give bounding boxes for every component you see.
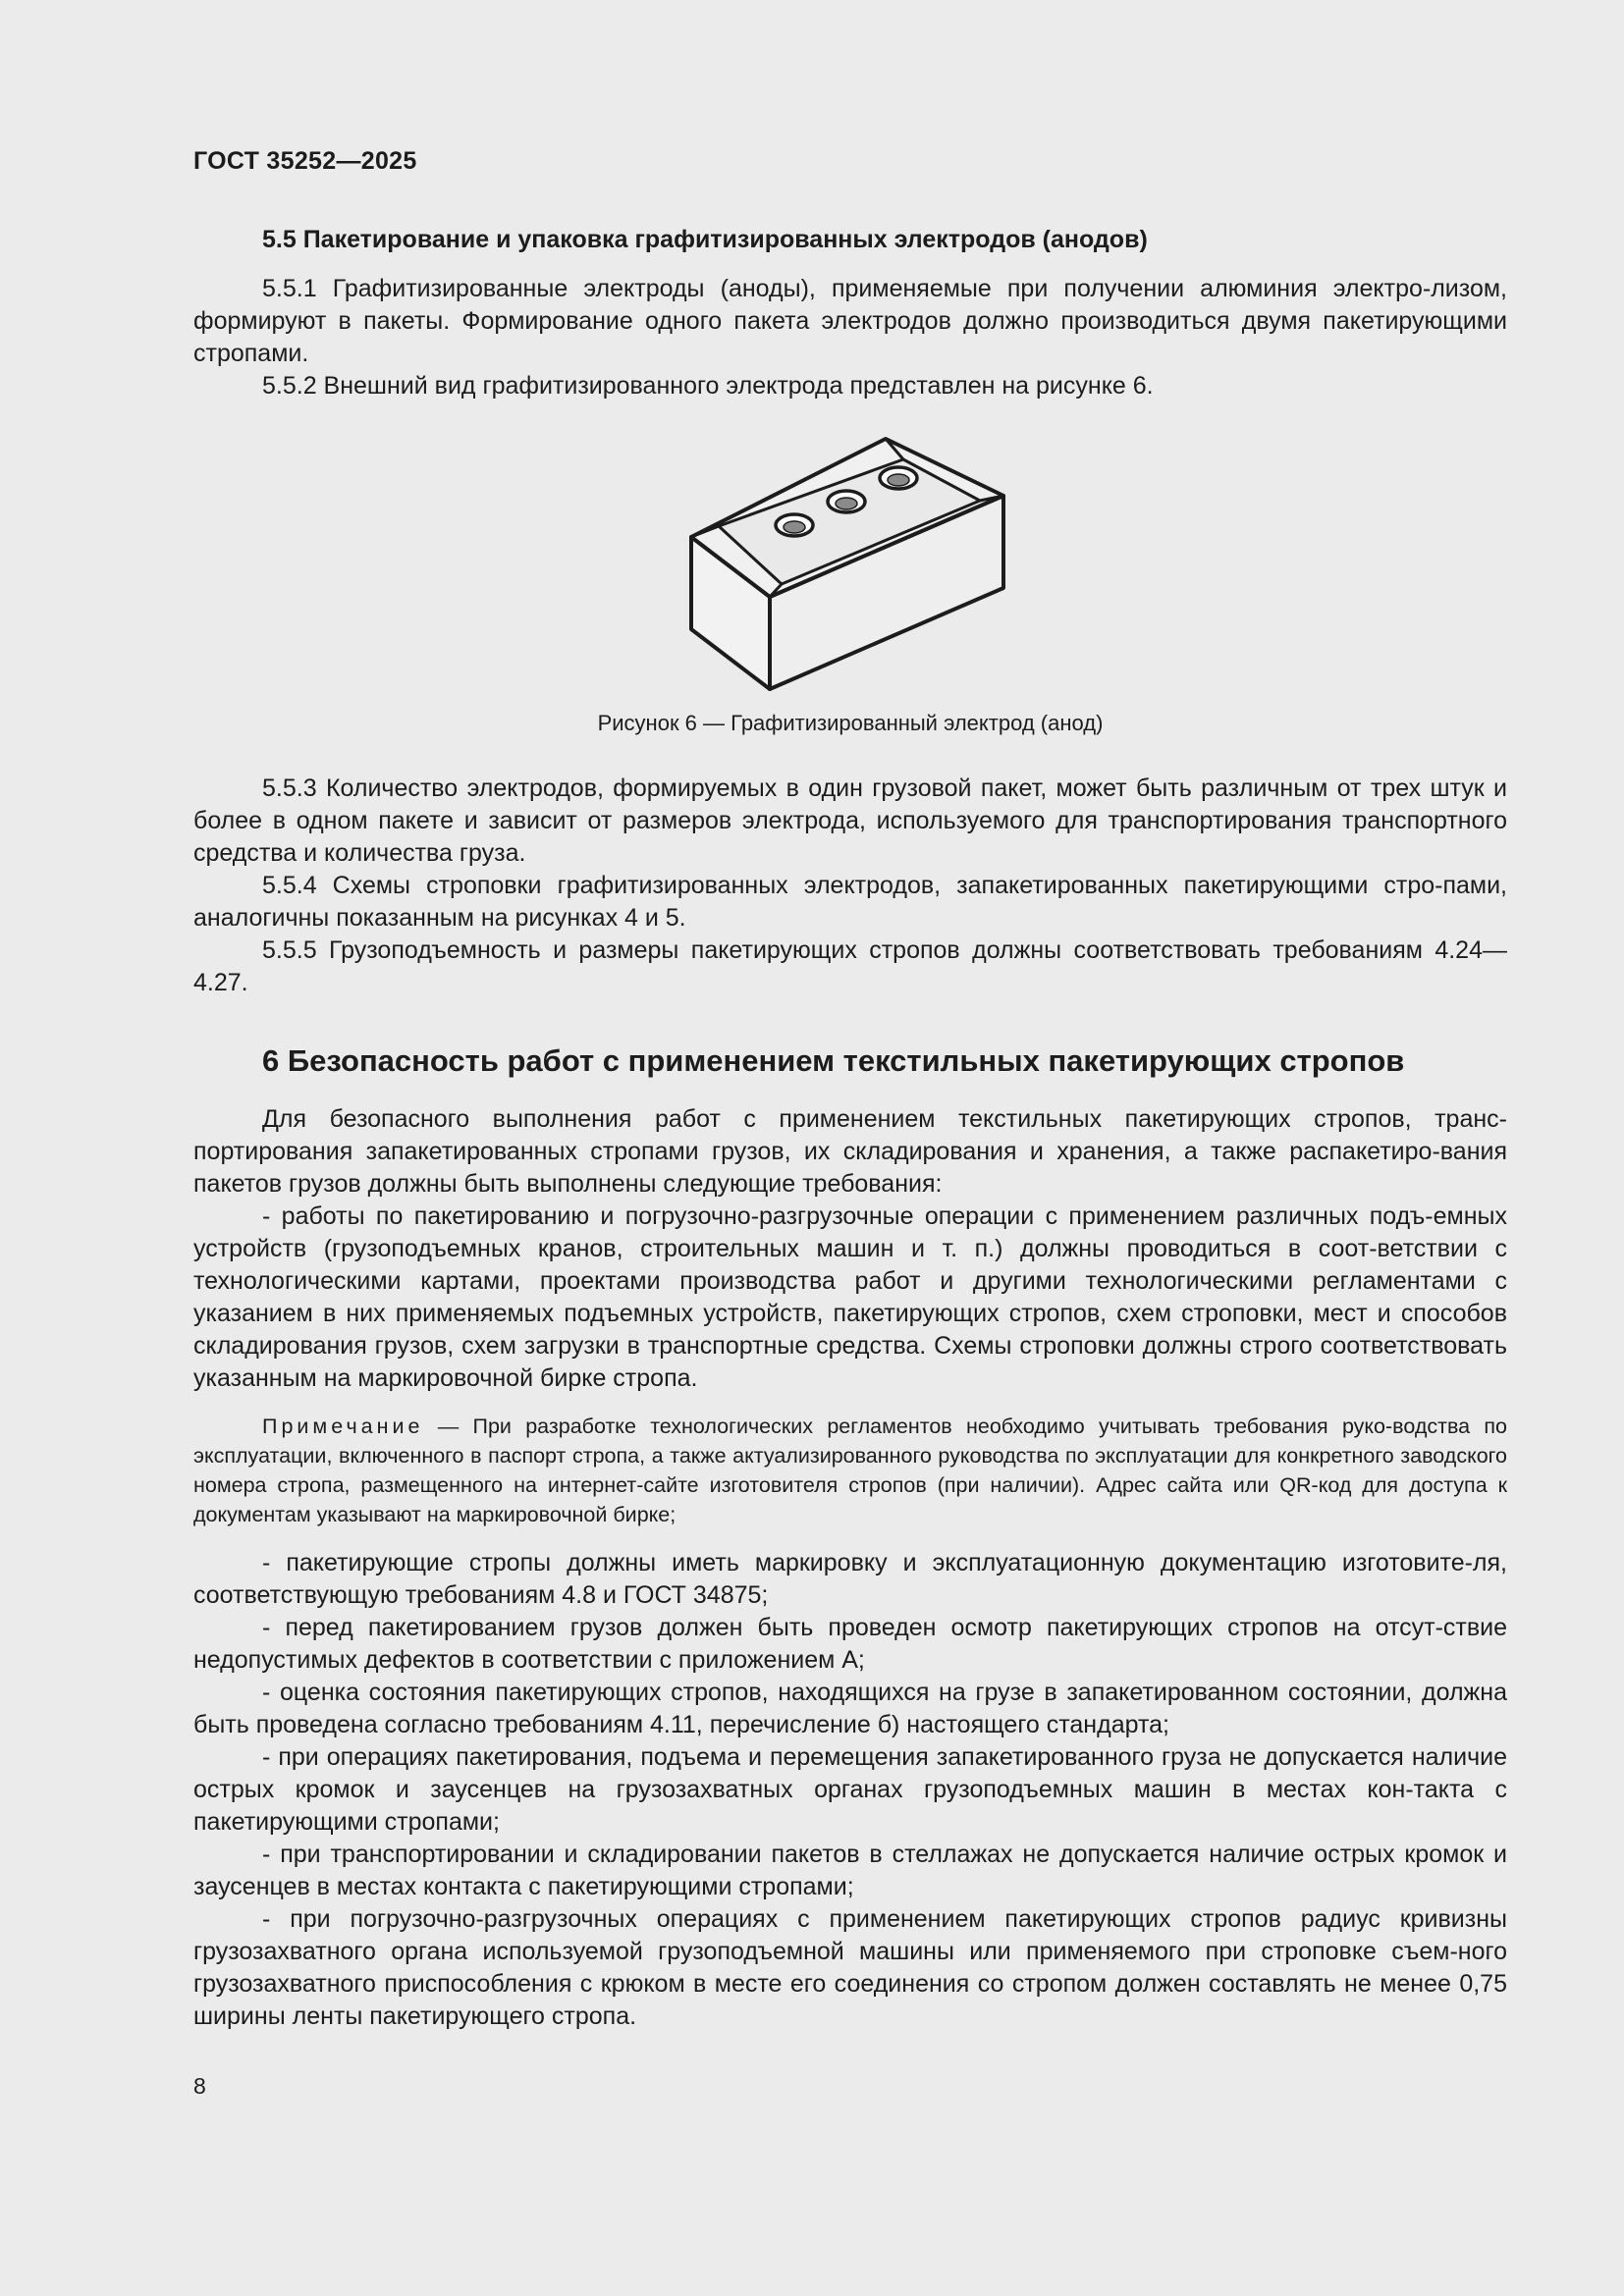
section-5-5-paragraphs [193,273,1507,402]
chapter-6-intro-paragraph: Для безопасного выполнения работ с применением текстильных пакетирующих стропов, транс-портирования запакетированных стропами грузов, их складирования и хранения, а также распакетиро-вания пакетов грузов должны быть выполнены следующие требования: [193,1105,1507,1198]
note-text: — При разработке технологических регламентов необходимо учитывать требования руко-водства по эксплуатации, включенного в паспорт стропа, а также актуализированного руководства по эксплуатации для конкретного заводского номера стропа, размещенного на интернет-сайте изготовителя стропов (при наличии). Адрес сайта или QR-код для доступа к документам указывают на маркировочной бирке; [193,1415,1507,1526]
note-paragraph [193,1412,1507,1529]
chapter-6-requirements [193,1547,1507,2033]
note-block [193,1412,1507,1529]
note-label: Примечание [262,1415,424,1438]
requirement-item: - работы по пакетированию и погрузочно-разгрузочные операции с применением различных подъ-емных устройств (грузоподъемных кранов, строительных машин и т. п.) должны проводиться в соот-ветствии с технологическими картами, проектами производства работ и другими технологическими регламентами с указанием в них применяемых подъемных устройств, пакетирующих стропов, схем строповки, мест и способов складирования грузов, схем загрузки в транспортные средства. Схемы строповки должны строго соответствовать указанным на маркировочной бирке стропа. [193,1202,1507,1392]
paragraph-5-5-5: 5.5.5 Грузоподъемность и размеры пакетирующих стропов должны соответствовать требованиям 4.24—4.27. [193,936,1507,996]
section-5-5-continued [193,773,1507,999]
paragraph-5-5-1: 5.5.1 Графитизированные электроды (аноды), применяемые при получении алюминия электро-лизом, формируют в пакеты. Формирование одного пакета электродов должно производиться двумя пакетирующими стропами. [193,275,1507,367]
chapter-6-heading: 6 Безопасность работ с применением текстильных пакетирующих стропов [262,1043,1405,1078]
requirement-item: - при операциях пакетирования, подъема и перемещения запакетированного груза не допускается наличие острых кромок и заусенцев на грузозахватных органах грузоподъемных машин в местах кон-такта с пакетирующими стропами; [193,1743,1507,1836]
section-heading-5-5: 5.5 Пакетирование и упаковка графитизированных электродов (анодов) [262,226,1148,253]
paragraph-5-5-3: 5.5.3 Количество электродов, формируемых в один грузовой пакет, может быть различным от трех штук и более в одном пакете и зависит от размеров электрода, используемого для транспортирования транспортного средства и количества груза. [193,774,1507,867]
requirement-item: - оценка состояния пакетирующих стропов, находящихся на грузе в запакетированном состоянии, должна быть проведена согласно требованиям 4.11, перечисление б) настоящего стандарта; [193,1679,1507,1738]
figure-caption: Рисунок 6 — Графитизированный электрод (анод) [597,711,1104,735]
document-code: ГОСТ 35252—2025 [193,147,417,175]
requirement-item: - при погрузочно-разгрузочных операциях с применением пакетирующих стропов радиус кривизны грузозахватного органа используемой грузоподъемной машины или применяемого при строповке съем-ного грузозахватного приспособления с крюком в месте его соединения со стропом должен составлять не менее 0,75 ширины ленты пакетирующего стропа. [193,1905,1507,2030]
requirement-item: - перед пакетированием грузов должен быть проведен осмотр пакетирующих стропов на отсут-ствие недопустимых дефектов в соответствии с приложением А; [193,1614,1507,1674]
chapter-6-intro [193,1103,1507,1395]
paragraph-5-5-2: 5.5.2 Внешний вид графитизированного электрода представлен на рисунке 6. [262,372,1154,400]
requirement-item: - при транспортировании и складировании пакетов в стеллажах не допускается наличие острых кромок и заусенцев в местах контакта с пакетирующими стропами; [193,1841,1507,1900]
paragraph-5-5-4: 5.5.4 Схемы строповки графитизированных электродов, запакетированных пакетирующими стро-пами, аналогичны показанным на рисунках 4 и 5. [193,872,1507,932]
document-page [193,0,1507,2296]
requirement-item: - пакетирующие стропы должны иметь маркировку и эксплуатационную документацию изготовите-ля, соответствующую требованиям 4.8 и ГОСТ 34875; [193,1549,1507,1609]
page-number: 8 [193,2073,206,2099]
graphitized-electrode-block-icon [689,432,1013,697]
